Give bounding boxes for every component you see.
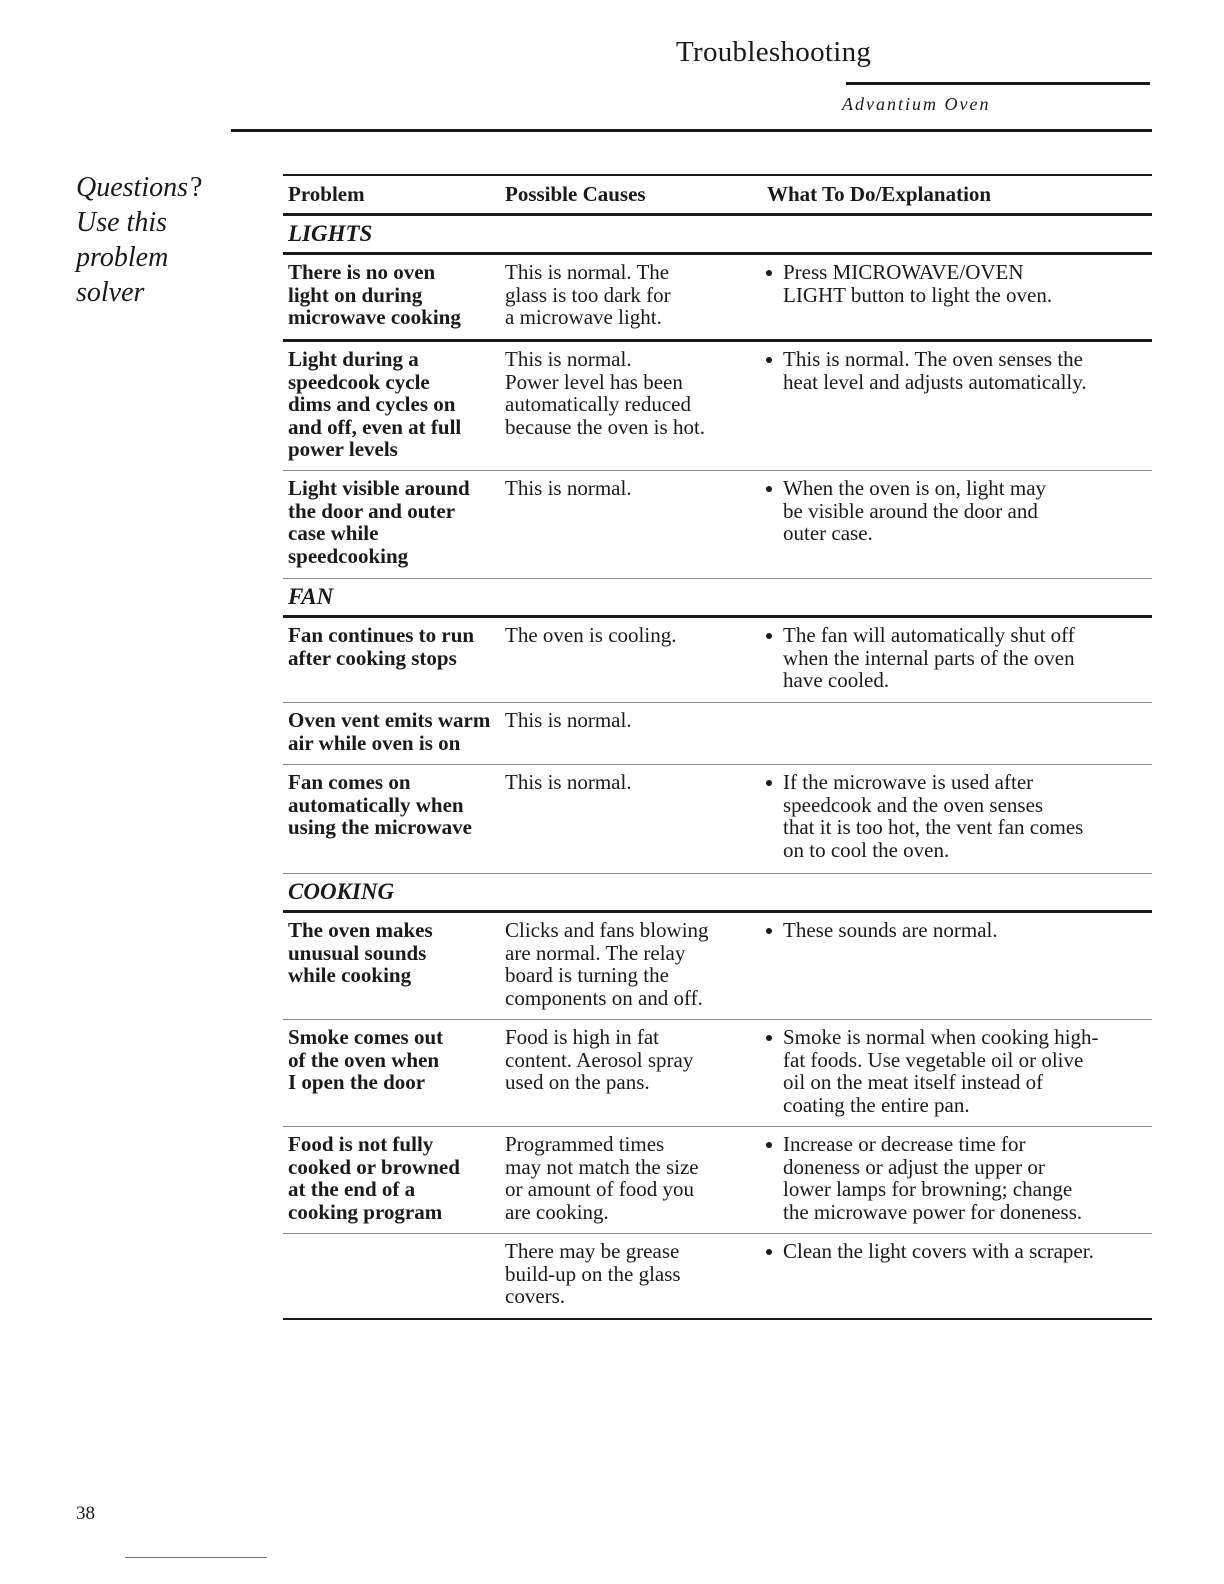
cause-cell-line: This is normal. [505,347,632,371]
cause-cell-line: build-up on the glass [505,1261,681,1286]
action-cell-line: If the microwave is used after [783,770,1034,794]
action-cell-line: oil on the meat itself instead of [783,1070,1044,1095]
side-note-line: problem [76,242,169,273]
cause-cell [500,1240,764,1318]
action-cell [764,624,1152,702]
problem-cell-line: Oven vent emits warm [288,708,491,732]
side-note-line: Use this [76,207,167,238]
problem-cell [283,624,500,702]
action-cell [764,771,1152,873]
action-cell-line: doneness or adjust the upper or [783,1154,1045,1179]
table-body [283,216,1152,1320]
problem-cell [283,919,500,1019]
table-row [283,765,1152,874]
problem-cell [283,1026,500,1126]
problem-cell-line: at the end of a [288,1177,416,1202]
action-cell-line: Clean the light covers with a scraper. [783,1239,1094,1263]
cause-cell [500,919,764,1019]
action-cell [764,477,1152,578]
table-row [283,471,1152,579]
problem-cell [283,1133,500,1233]
cause-cell-line: used on the pans. [505,1070,650,1095]
action-cell-line: These sounds are normal. [783,918,998,942]
problem-cell-line: Food is not fully [288,1132,434,1156]
problem-cell-line: Light visible around [288,476,470,500]
cause-cell [500,624,764,702]
cause-cell [500,348,764,470]
side-note-line: Questions? [76,172,203,203]
action-cell-line: Press MICROWAVE/OVEN [783,260,1024,284]
problem-cell [283,477,500,578]
cause-cell-line: because the oven is hot. [505,414,706,439]
table-row [283,1020,1152,1127]
cause-cell-line: automatically reduced [505,392,691,417]
action-cell [764,261,1152,339]
action-cell-line: lower lamps for browning; change [783,1177,1073,1202]
cause-cell-line: The oven is cooling. [505,623,677,647]
cause-cell-line: are normal. The relay [505,940,686,965]
header-divider-short [846,82,1150,85]
table-row [283,913,1152,1020]
problem-cell [283,261,500,339]
problem-cell-line: cooking program [288,1199,443,1224]
bottom-link-underline [125,1557,267,1558]
action-cell-line: Increase or decrease time for [783,1132,1026,1156]
problem-cell-line: Fan continues to run [288,623,475,647]
action-cell-line: on to cool the oven. [783,837,950,862]
problem-cell-line: while cooking [288,963,412,988]
problem-cell-line: Light during a [288,347,419,371]
cause-cell-line: content. Aerosol spray [505,1047,694,1072]
action-cell [764,1026,1152,1126]
problem-cell-line: unusual sounds [288,940,427,965]
problem-cell [283,709,500,764]
cause-cell-line: This is normal. [505,770,632,794]
problem-cell-line: microwave cooking [288,305,461,330]
problem-cell-line: power levels [288,437,398,462]
problem-cell-line: and off, even at full [288,414,462,439]
action-cell-line: that it is too hot, the vent fan comes [783,815,1084,840]
action-cell-line: When the oven is on, light may [783,476,1047,500]
problem-cell-line: the door and outer [288,498,456,523]
problem-cell-line: Fan comes on [288,770,411,794]
action-cell-line: be visible around the door and [783,498,1038,523]
problem-cell-line: automatically when [288,792,464,817]
page-title: Troubleshooting [676,36,872,68]
cause-cell-line: board is turning the [505,963,669,988]
section-heading-fan: FAN [283,579,1152,618]
problem-cell-line: The oven makes [288,918,433,942]
troubleshooting-table [283,174,1152,1320]
cause-cell-line: a microwave light. [505,305,662,330]
action-cell-line: The fan will automatically shut off [783,623,1075,647]
action-cell-line: outer case. [783,521,873,546]
cause-cell-line: Food is high in fat [505,1025,660,1049]
cause-cell-line: components on and off. [505,985,703,1010]
cause-cell-line: may not match the size [505,1154,699,1179]
cause-cell-line: or amount of food you [505,1177,694,1202]
action-cell-line: This is normal. The oven senses the [783,347,1083,371]
problem-cell-line: light on during [288,282,423,307]
side-note [76,170,202,310]
action-cell [764,1133,1152,1233]
cause-cell-line: covers. [505,1284,566,1309]
table-row [283,703,1152,765]
problem-cell-line: dims and cycles on [288,392,456,417]
problem-cell-line: after cooking stops [288,645,457,670]
table-row [283,1127,1152,1234]
cause-cell [500,771,764,873]
problem-cell-line: speedcooking [288,543,409,568]
problem-cell-line: Smoke comes out [288,1025,444,1049]
problem-cell [283,1240,500,1318]
action-cell [764,1240,1152,1318]
problem-cell-line: I open the door [288,1070,426,1095]
problem-cell-line: speedcook cycle [288,369,430,394]
header-divider-long [231,129,1152,132]
problem-cell-line: of the oven when [288,1047,440,1072]
table-row [283,1234,1152,1320]
column-header-problem: Problem [288,182,365,206]
cause-cell-line: are cooking. [505,1199,609,1224]
action-cell-line: speedcook and the oven senses [783,792,1044,817]
action-cell [764,709,1152,764]
cause-cell-line: This is normal. [505,476,632,500]
product-subtitle: Advantium Oven [842,94,991,114]
action-cell-line: Smoke is normal when cooking high- [783,1025,1099,1049]
problem-cell-line: case while [288,521,379,546]
table-row [283,255,1152,342]
cause-cell-line: This is normal. The [505,260,670,284]
column-header-action: What To Do/Explanation [767,182,992,206]
page-number: 38 [76,1503,95,1524]
action-cell-line: when the internal parts of the oven [783,645,1075,670]
table-row [283,342,1152,471]
column-header-causes: Possible Causes [505,182,646,206]
action-cell-line: the microwave power for doneness. [783,1199,1083,1224]
action-cell-line: fat foods. Use vegetable oil or olive [783,1047,1084,1072]
action-cell [764,348,1152,470]
cause-cell [500,261,764,339]
cause-cell-line: Power level has been [505,369,683,394]
cause-cell-line: There may be grease [505,1239,680,1263]
action-cell-line: heat level and adjusts automatically. [783,369,1087,394]
cause-cell-line: glass is too dark for [505,282,671,307]
action-cell-line: coating the entire pan. [783,1092,970,1117]
table-header-row [283,176,1152,216]
cause-cell-line: This is normal. [505,708,632,732]
action-cell [764,919,1152,1019]
problem-cell [283,348,500,470]
section-heading-lights: LIGHTS [283,216,1152,255]
cause-cell [500,477,764,578]
cause-cell [500,1026,764,1126]
side-note-line: solver [76,277,145,308]
cause-cell-line: Programmed times [505,1132,665,1156]
action-cell-line: have cooled. [783,668,890,693]
cause-cell [500,709,764,764]
problem-cell-line: air while oven is on [288,730,461,755]
action-cell-line: LIGHT button to light the oven. [783,282,1053,307]
cause-cell [500,1133,764,1233]
cause-cell-line: Clicks and fans blowing [505,918,709,942]
table-row [283,618,1152,703]
problem-cell-line: using the microwave [288,815,472,840]
section-heading-cooking: COOKING [283,874,1152,913]
problem-cell-line: There is no oven [288,260,436,284]
problem-cell [283,771,500,873]
problem-cell-line: cooked or browned [288,1154,460,1179]
